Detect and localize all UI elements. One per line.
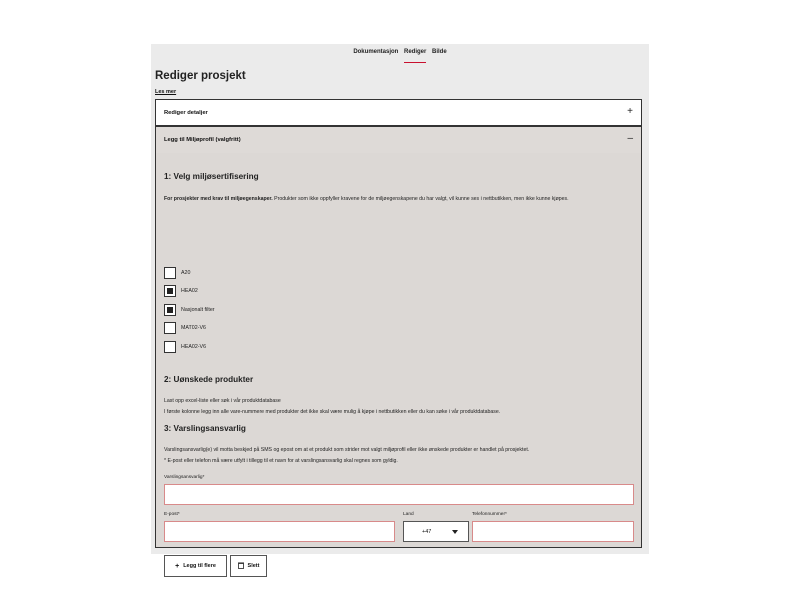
checkbox-hea02-v6[interactable]: [164, 340, 206, 353]
checkbox-mat02-v6[interactable]: [164, 321, 206, 334]
page-title: Rediger prosjekt: [155, 70, 246, 82]
tab-bilde[interactable]: Bilde: [432, 49, 447, 55]
edit-details-label: Rediger detaljer: [164, 110, 208, 116]
checkbox-box[interactable]: [164, 267, 176, 279]
tab-rediger[interactable]: Rediger: [404, 49, 426, 63]
read-more-link[interactable]: Les mer: [155, 89, 177, 95]
country-value: +47: [422, 529, 432, 535]
checkbox-box[interactable]: [164, 304, 176, 316]
delete-label: Slett: [247, 563, 260, 569]
checkbox-box[interactable]: [164, 341, 176, 353]
section3-title: 3: Varslingsansvarlig: [164, 424, 246, 433]
checkbox-label: A20: [181, 269, 191, 276]
phone-input[interactable]: [472, 521, 634, 542]
notify-name-input[interactable]: [164, 484, 634, 505]
checkbox-label: HEA02-V6: [181, 343, 207, 350]
section2-title: 2: Uønskede produkter: [164, 375, 254, 384]
checkbox-box[interactable]: [164, 285, 176, 297]
edit-details-accordion[interactable]: [155, 99, 642, 126]
section1-title: 1: Velg miljøsertifisering: [164, 172, 259, 181]
trash-icon: [238, 562, 244, 571]
add-more-button[interactable]: [164, 555, 227, 577]
env-profile-label: Legg til Miljøprofil (valgfritt): [164, 137, 241, 143]
country-select[interactable]: [403, 521, 469, 542]
checkbox-label: Nasjonalt filter: [181, 306, 215, 313]
notify-name-label: Varslingsansvarlig*: [164, 475, 205, 480]
tab-bar: [151, 44, 649, 66]
email-input[interactable]: [164, 521, 395, 542]
phone-label: Telefonnummer*: [472, 512, 507, 517]
checkbox-nasjonalt-filter[interactable]: [164, 303, 215, 316]
checkbox-label: MAT02-V6: [181, 324, 206, 331]
collapse-minus-icon[interactable]: –: [627, 133, 633, 144]
chevron-down-icon: [452, 530, 458, 534]
country-label: Land: [403, 512, 414, 517]
env-profile-accordion[interactable]: [155, 126, 642, 153]
email-label: E-post*: [164, 512, 180, 517]
section2-line1: Last opp excel-liste eller søk i vår produktdatabase: [164, 398, 281, 404]
plus-icon: +: [175, 562, 180, 570]
checkbox-hea02[interactable]: [164, 284, 198, 297]
checkbox-box[interactable]: [164, 322, 176, 334]
section3-line1: Varslingsansvarlig(e) vil motta beskjed på SMS og epost om at et produkt som strider mot valgt miljøprofil eller ikke ønskede produkter er handlet på prosjektet.: [164, 447, 530, 453]
env-profile-panel: [155, 153, 642, 570]
app-container: [151, 44, 649, 570]
tab-dokumentasjon[interactable]: Dokumentasjon: [353, 49, 399, 55]
section3-line2: * E-post eller telefon må være utfylt i tillegg til et navn for at varslingsansvarlig skal regnes som gyldig.: [164, 458, 398, 464]
delete-button[interactable]: [230, 555, 267, 577]
checkbox-a20[interactable]: [164, 266, 190, 279]
expand-plus-icon[interactable]: +: [627, 106, 633, 117]
section2-line2: I første kolonne legg inn alle vare-nummere med produkter det ikke skal være mulig å kjøpe i nettbutikken eller du kan søke i vår produktdatabase.: [164, 409, 501, 415]
add-more-label: Legg til flere: [183, 563, 216, 569]
section1-description: For prosjekter med krav til miljøegenskaper. Produkter som ikke oppfyller kravene for de miljøegenskapene du har valgt, vil kunne ses i nettbutikken, men ikke kunne kjøpes.: [164, 196, 569, 202]
checkbox-label: HEA02: [181, 287, 198, 294]
